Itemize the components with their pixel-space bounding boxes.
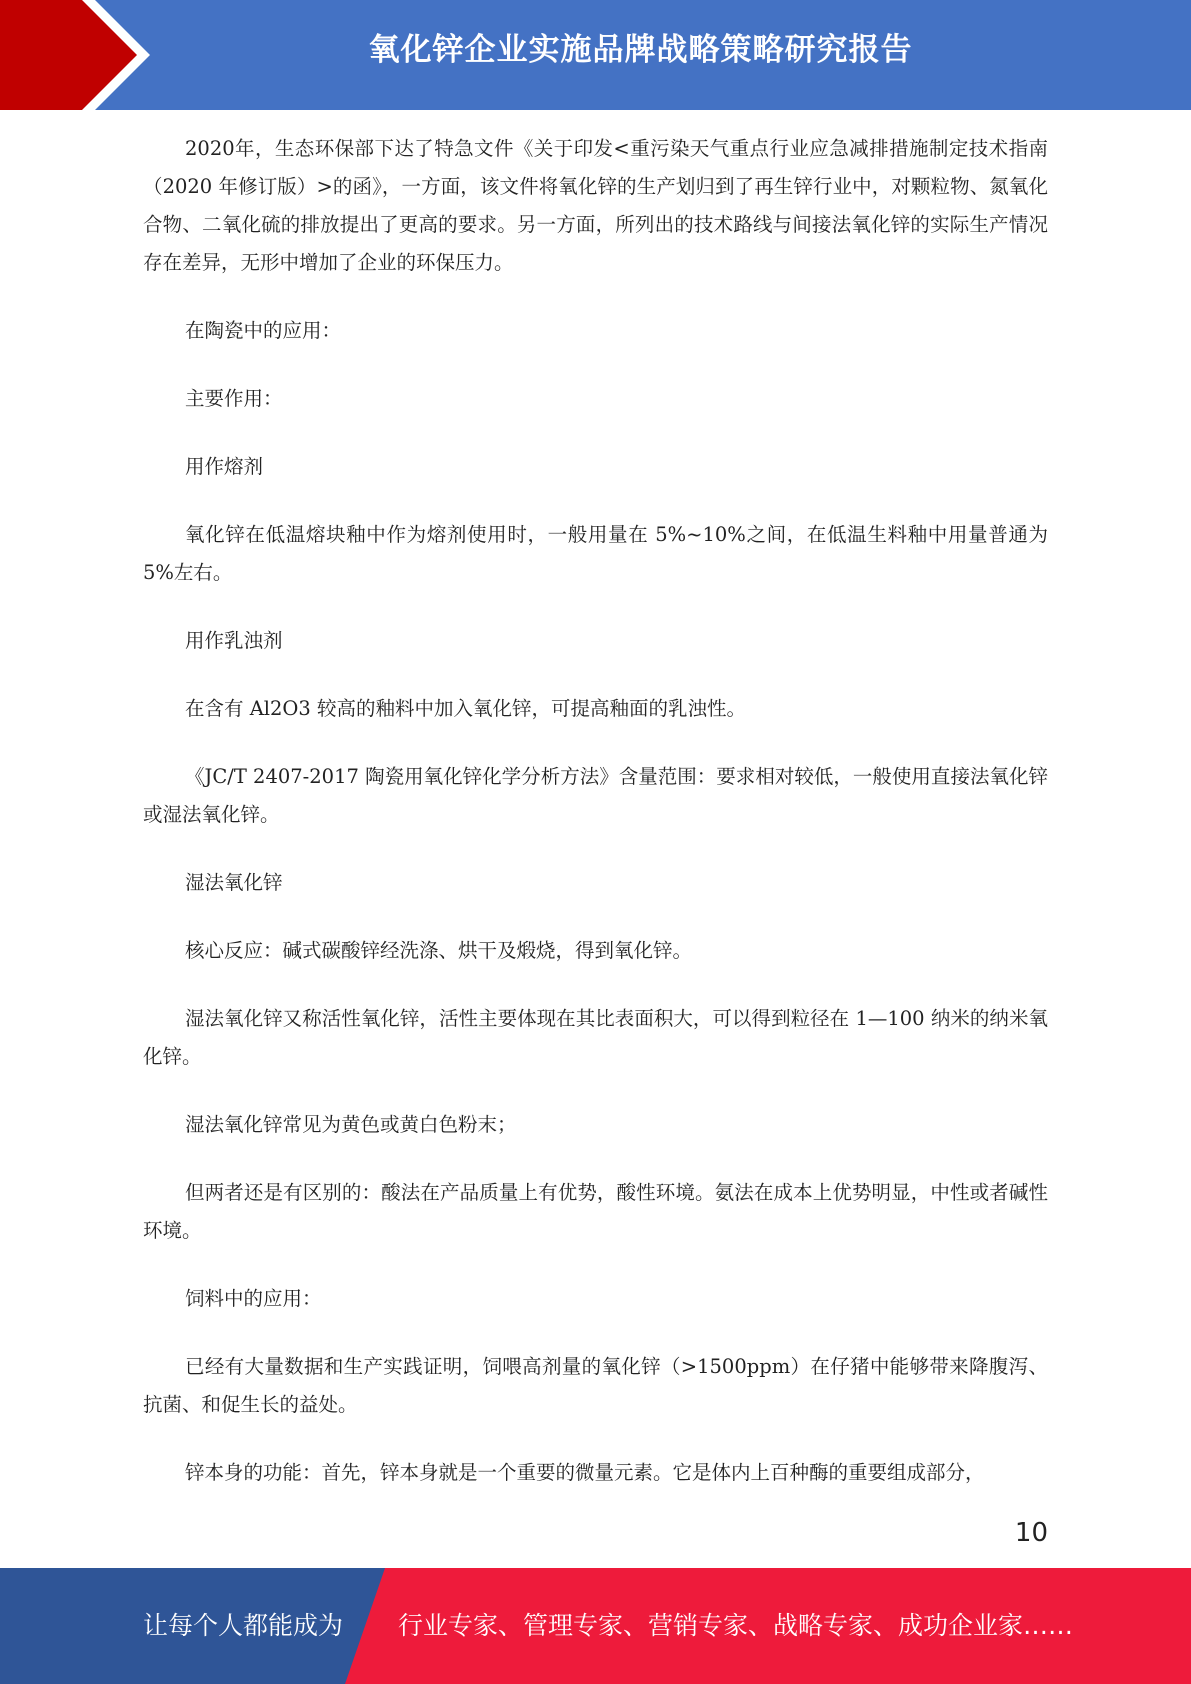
paragraph: 主要作用：	[185, 387, 283, 410]
page-header	[0, 0, 1191, 110]
footer-slogan-right: 行业专家、管理专家、营销专家、战略专家、成功企业家……	[398, 1611, 1074, 1640]
paragraph: 在陶瓷中的应用：	[185, 319, 342, 342]
paragraph: 湿法氧化锌	[185, 871, 283, 894]
document-body	[143, 130, 1048, 1522]
header-title: 氧化锌企业实施品牌战略策略研究报告	[368, 32, 913, 68]
page-number: 10	[1014, 1518, 1048, 1548]
paragraph: 《JC/T 2407-2017 陶瓷用氧化锌化学分析方法》含量范围：要求相对较低，一般使用直接法氧化锌或湿法氧化锌。	[143, 765, 1048, 826]
paragraph: 氧化锌在低温熔块釉中作为熔剂使用时，一般用量在 5%~10%之间，在低温生料釉中用量普通为 5%左右。	[143, 523, 1048, 584]
paragraph: 2020年，生态环保部下达了特急文件《关于印发<重污染天气重点行业应急减排措施制定技术指南（2020 年修订版）>的函》，一方面，该文件将氧化锌的生产划归到了再生锌行业中，对颗粒物、氮氧化合物、二氧化硫的排放提出了更高的要求。另一方面，所列出的技术路线与间接法氧化锌的实际生产情况存在差异，无形中增加了企业的环保压力。	[143, 137, 1048, 274]
page-footer	[0, 1568, 1191, 1684]
paragraph: 但两者还是有区别的：酸法在产品质量上有优势，酸性环境。氨法在成本上优势明显，中性或者碱性环境。	[143, 1181, 1048, 1242]
paragraph: 已经有大量数据和生产实践证明，饲喂高剂量的氧化锌（>1500ppm）在仔猪中能够带来降腹泻、抗菌、和促生长的益处。	[143, 1355, 1048, 1416]
paragraph: 核心反应：碱式碳酸锌经洗涤、烘干及煅烧，得到氧化锌。	[185, 939, 693, 962]
paragraph: 湿法氧化锌又称活性氧化锌，活性主要体现在其比表面积大，可以得到粒径在 1—100 纳米的纳米氧化锌。	[143, 1007, 1048, 1068]
paragraph: 在含有 Al2O3 较高的釉料中加入氧化锌，可提高釉面的乳浊性。	[185, 697, 747, 720]
paragraph: 用作熔剂	[185, 455, 264, 478]
paragraph: 锌本身的功能：首先，锌本身就是一个重要的微量元素。它是体内上百种酶的重要组成部分，	[185, 1461, 985, 1484]
footer-slogan-left: 让每个人都能成为	[143, 1611, 344, 1640]
paragraph: 湿法氧化锌常见为黄色或黄白色粉末；	[185, 1113, 517, 1136]
paragraph: 饲料中的应用：	[185, 1287, 322, 1310]
paragraph: 用作乳浊剂	[185, 629, 283, 652]
